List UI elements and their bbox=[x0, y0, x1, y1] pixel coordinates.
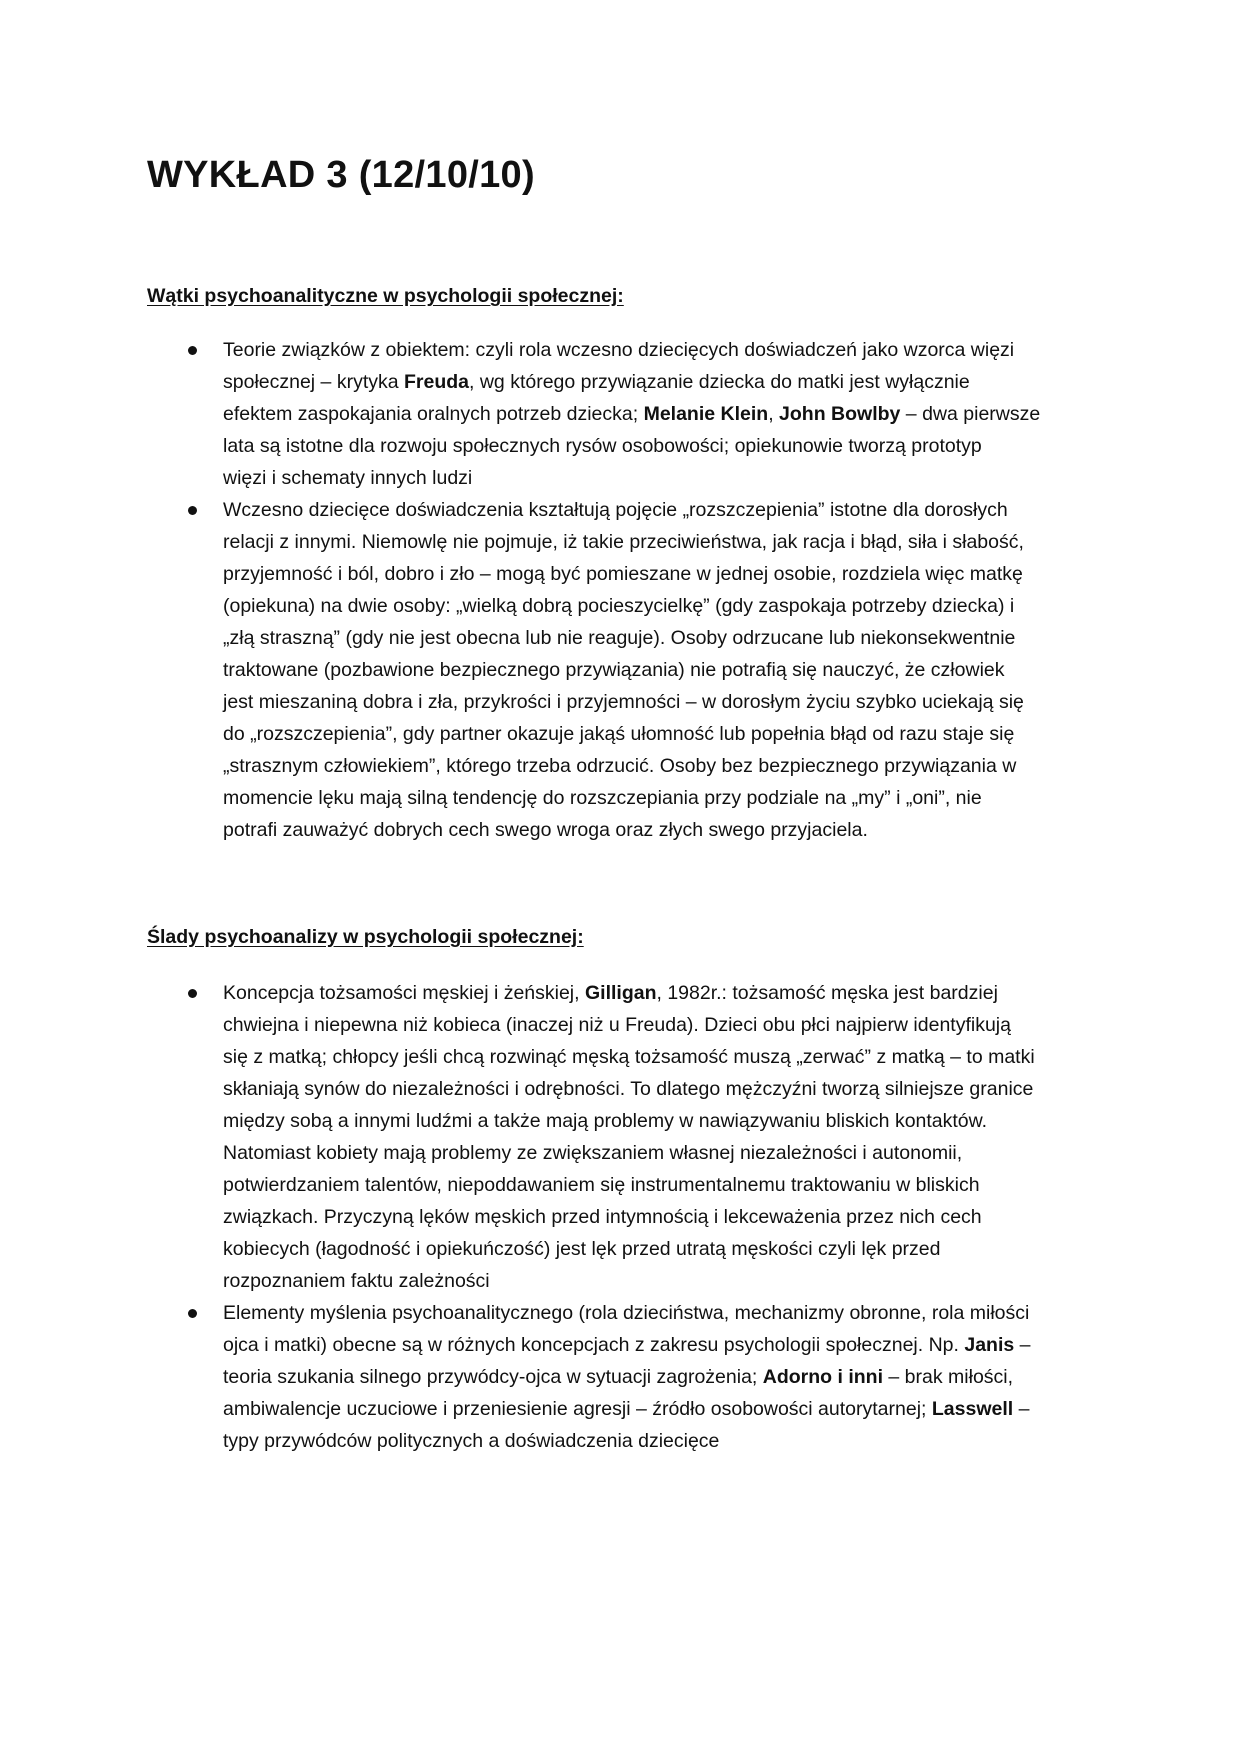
text-line bbox=[223, 1041, 1035, 1073]
text-line bbox=[223, 430, 1040, 462]
text-line bbox=[223, 1201, 1035, 1233]
text-line bbox=[223, 462, 1040, 494]
bullet-list-psychoanalysis-traces bbox=[0, 977, 1035, 1457]
text-line bbox=[223, 686, 1040, 718]
text-run: jest mieszaniną dobra i zła, przykrości i przyjemności – w dorosłym życiu szybko uciekają się bbox=[223, 691, 1024, 713]
text-line bbox=[223, 1393, 1035, 1425]
text-line bbox=[223, 590, 1040, 622]
text-line bbox=[223, 1105, 1035, 1137]
list-item bbox=[0, 334, 1040, 494]
text-run: potwierdzaniem talentów, niepoddawaniem się instrumentalnemu traktowaniu w bliskich bbox=[223, 1174, 980, 1196]
text-line bbox=[223, 1297, 1035, 1329]
text-line bbox=[223, 750, 1040, 782]
bullet-dot-icon bbox=[188, 989, 197, 998]
text-line bbox=[223, 814, 1040, 846]
text-run: – dwa pierwsze bbox=[900, 403, 1041, 425]
text-run: rozpoznaniem faktu zależności bbox=[223, 1270, 490, 1292]
text-line bbox=[223, 334, 1040, 366]
text-line bbox=[223, 1361, 1035, 1393]
text-run: teoria szukania silnego przywódcy-ojca w sytuacji zagrożenia; bbox=[223, 1366, 763, 1388]
text-line bbox=[223, 558, 1040, 590]
bullet-dot-icon bbox=[188, 346, 197, 355]
text-run: Elementy myślenia psychoanalitycznego (rola dzieciństwa, mechanizmy obronne, rola miłości bbox=[223, 1302, 1030, 1324]
text-line bbox=[223, 622, 1040, 654]
bullet-dot-icon bbox=[188, 1309, 197, 1318]
text-run: chwiejna i niepewna niż kobieca (inaczej niż u Freuda). Dzieci obu płci najpierw identyfikują bbox=[223, 1014, 1011, 1036]
text-line bbox=[223, 1137, 1035, 1169]
text-run: skłaniają synów do niezależności i odrębności. To dlatego mężczyźni tworzą silniejsze granice bbox=[223, 1078, 1034, 1100]
text-run: relacji z innymi. Niemowlę nie pojmuje, iż takie przeciwieństwa, jak racja i błąd, siła i słabość, bbox=[223, 531, 1024, 553]
author-name: Adorno i inni bbox=[762, 1366, 883, 1388]
author-name: Gilligan bbox=[584, 982, 657, 1004]
text-run: (opiekuna) na dwie osoby: „wielką dobrą pocieszycielkę” (gdy zaspokaja potrzeby dziecka) i bbox=[223, 595, 1015, 617]
text-run: kobiecych (łagodność i opiekuńczość) jest lęk przed utratą męskości czyli lęk przed bbox=[223, 1238, 941, 1260]
text-run: przyjemność i ból, dobro i zło – mogą być pomieszane w jednej osobie, rozdziela więc matkę bbox=[223, 563, 1023, 585]
list-item bbox=[0, 977, 1035, 1297]
bullet-dot-icon bbox=[188, 506, 197, 515]
author-name: John Bowlby bbox=[779, 403, 901, 425]
list-item bbox=[0, 494, 1040, 846]
text-run: lata są istotne dla rozwoju społecznych rysów osobowości; opiekunowie tworzą prototyp bbox=[223, 435, 982, 457]
text-line bbox=[223, 977, 1035, 1009]
text-run: , wg którego przywiązanie dziecka do matki jest wyłącznie bbox=[469, 371, 970, 393]
text-run: , 1982r.: tożsamość męska jest bardziej bbox=[656, 982, 998, 1004]
text-run: związkach. Przyczyną lęków męskich przed intymnością i lekceważenia przez nich cech bbox=[223, 1206, 982, 1228]
text-line bbox=[223, 1009, 1035, 1041]
bullet-text bbox=[223, 1297, 1035, 1457]
text-run: „złą straszną” (gdy nie jest obecna lub nie reaguje). Osoby odrzucane lub niekonsekwentnie bbox=[223, 627, 1016, 649]
text-run: ambiwalencje uczuciowe i przeniesienie agresji – źródło osobowości autorytarnej; bbox=[223, 1398, 932, 1420]
text-line bbox=[223, 1169, 1035, 1201]
text-run: do „rozszczepienia”, gdy partner okazuje jakąś ułomność lub popełnia błąd od razu staje się bbox=[223, 723, 1015, 745]
text-run: typy przywódców politycznych a doświadczenia dziecięce bbox=[223, 1430, 720, 1452]
bullet-text bbox=[223, 977, 1035, 1297]
text-line bbox=[223, 718, 1040, 750]
text-run: Wczesno dziecięce doświadczenia kształtują pojęcie „rozszczepienia” istotne dla dorosłych bbox=[223, 499, 1008, 521]
text-run: Teorie związków z obiektem: czyli rola wczesno dziecięcych doświadczeń jako wzorca więzi bbox=[223, 339, 1015, 361]
section-heading-psychoanalysis-traces: Ślady psychoanalizy w psychologii społecznej: bbox=[147, 926, 584, 948]
author-name: Freuda bbox=[404, 371, 470, 393]
text-line bbox=[223, 1265, 1035, 1297]
text-line bbox=[223, 1073, 1035, 1105]
text-line bbox=[223, 494, 1040, 526]
page-title: WYKŁAD 3 (12/10/10) bbox=[147, 154, 535, 196]
text-run: Natomiast kobiety mają problemy ze zwiększaniem własnej niezależności i autonomii, bbox=[223, 1142, 963, 1164]
text-run: – bbox=[1014, 1334, 1031, 1356]
text-run: , bbox=[768, 403, 780, 425]
text-run: się z matką; chłopcy jeśli chcą rozwinąć męską tożsamość muszą „zerwać” z matką – to matki bbox=[223, 1046, 1035, 1068]
author-name: Lasswell bbox=[931, 1398, 1014, 1420]
text-run: – bbox=[1013, 1398, 1030, 1420]
text-run: traktowane (pozbawione bezpiecznego przywiązania) nie potrafią się nauczyć, że człowiek bbox=[223, 659, 1005, 681]
text-run: społecznej – krytyka bbox=[223, 371, 404, 393]
author-name: Melanie Klein bbox=[643, 403, 769, 425]
author-name: Janis bbox=[964, 1334, 1015, 1356]
text-line bbox=[223, 654, 1040, 686]
text-line bbox=[223, 1233, 1035, 1265]
text-run: momencie lęku mają silną tendencję do rozszczepiania przy podziale na „my” i „oni”, nie bbox=[223, 787, 982, 809]
text-run: potrafi zauważyć dobrych cech swego wroga oraz złych swego przyjaciela. bbox=[223, 819, 868, 841]
text-run: „strasznym człowiekiem”, którego trzeba odrzucić. Osoby bez bezpiecznego przywiązania w bbox=[223, 755, 1017, 777]
bullet-text bbox=[223, 334, 1040, 494]
text-run: efektem zaspokajania oralnych potrzeb dziecka; bbox=[223, 403, 644, 425]
text-line bbox=[223, 1425, 1035, 1457]
section-heading-psychoanalytic-threads: Wątki psychoanalityczne w psychologii społecznej: bbox=[147, 285, 624, 307]
text-run: Koncepcja tożsamości męskiej i żeńskiej, bbox=[223, 982, 585, 1004]
text-run: więzi i schematy innych ludzi bbox=[223, 467, 473, 489]
text-line bbox=[223, 526, 1040, 558]
text-run: między sobą a innymi ludźmi a także mają problemy w nawiązywaniu bliskich kontaktów. bbox=[223, 1110, 988, 1132]
text-line bbox=[223, 366, 1040, 398]
list-item bbox=[0, 1297, 1035, 1457]
text-line bbox=[223, 782, 1040, 814]
text-run: ojca i matki) obecne są w różnych koncepcjach z zakresu psychologii społecznej. Np. bbox=[223, 1334, 965, 1356]
text-line bbox=[223, 1329, 1035, 1361]
bullet-list-psychoanalytic-threads bbox=[0, 334, 1040, 846]
text-line bbox=[223, 398, 1040, 430]
text-run: – brak miłości, bbox=[883, 1366, 1014, 1388]
bullet-text bbox=[223, 494, 1040, 846]
